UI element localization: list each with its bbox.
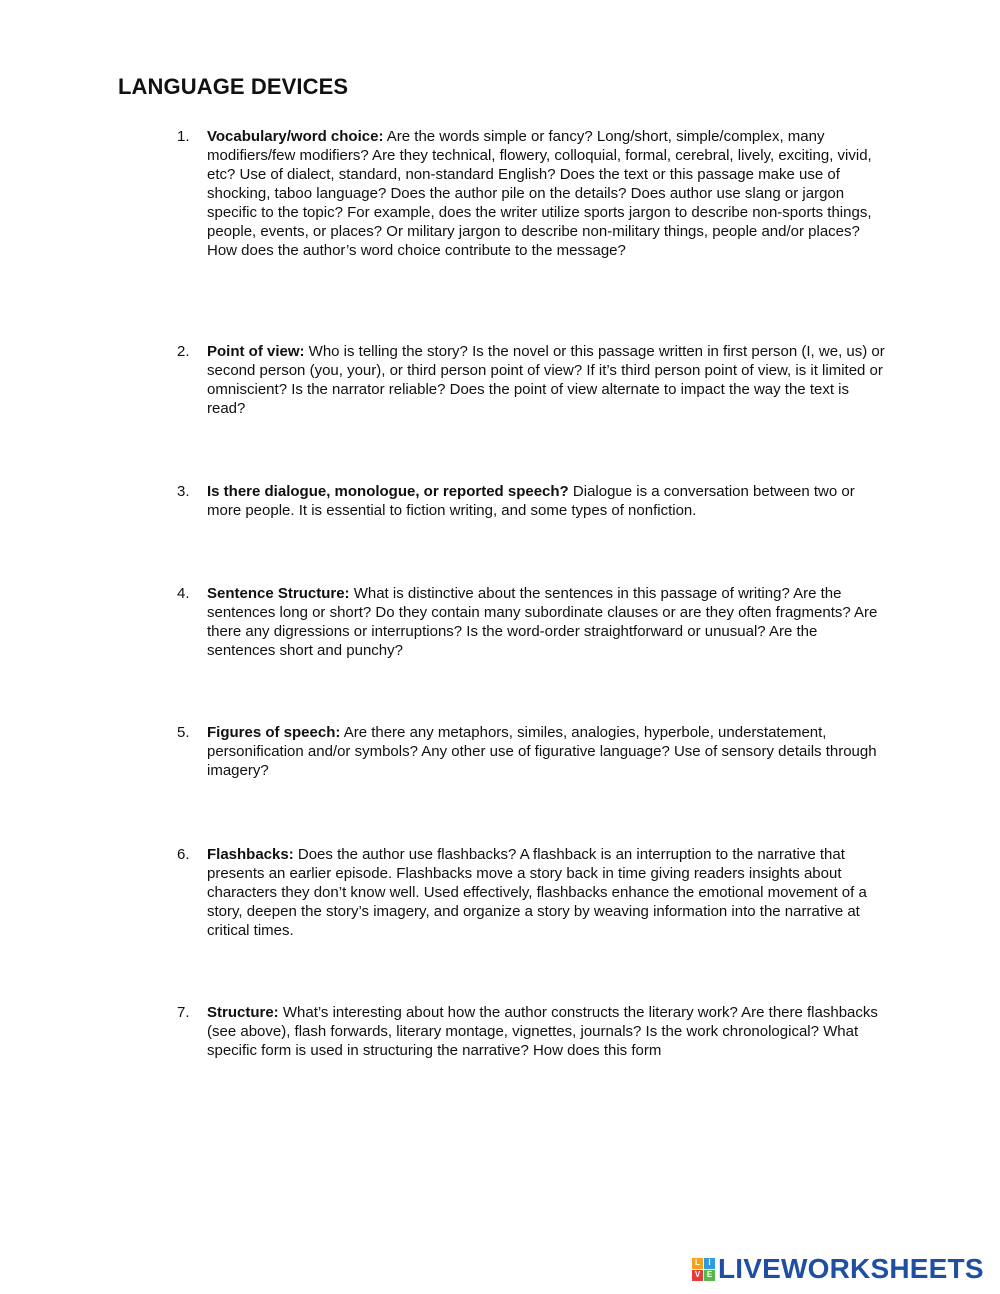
item-term: Flashbacks: xyxy=(207,846,294,863)
item-term: Figures of speech: xyxy=(207,724,341,741)
page-title: LANGUAGE DEVICES xyxy=(118,74,349,99)
item-number: 6. xyxy=(177,846,190,863)
item-term: Vocabulary/word choice: xyxy=(207,128,384,145)
logo-letter: L xyxy=(692,1258,703,1269)
item-description: Dialogue is a conversation between two or more people. It is essential to fiction writing, and some types of nonfiction. xyxy=(207,483,855,519)
item-text xyxy=(207,584,887,660)
item-number: 4. xyxy=(177,585,190,602)
item-number: 2. xyxy=(177,343,190,360)
item-text xyxy=(207,482,887,520)
item-description: Who is telling the story? Is the novel or this passage written in first person (I, we, us) or second person (you, your), or third person point of view? If it’s third person point of view, is it limited or omniscient? Is the narrator reliable? Does the point of view alternate to impact the way the text is read? xyxy=(207,343,885,417)
item-description: Are the words simple or fancy? Long/short, simple/complex, many modifiers/few modifiers? Are they technical, flowery, colloquial, formal, cerebral, lively, exciting, vivid, etc? Use of dialect, standard, non-standard English? Does the text or this passage make use of shocking, taboo language? Does the author pile on the details? Does author use slang or jargon specific to the topic? For example, does the writer utilize sports jargon to describe non-sports things, people, events, or places? Or military jargon to describe non-military things, people and/or places? How does the author’s word choice contribute to the message? xyxy=(207,128,872,259)
logo-letter: E xyxy=(704,1270,715,1281)
item-term: Sentence Structure: xyxy=(207,585,350,602)
item-description: Does the author use flashbacks? A flashback is an interruption to the narrative that presents an earlier episode. Flashbacks move a story back in time giving readers insights about characters they don’t know well. Used effectively, flashbacks enhance the emotional movement of a story, deepen the story’s imagery, and organize a story by weaving information into the narrative at critical times. xyxy=(207,846,867,939)
item-text xyxy=(207,723,887,780)
item-number: 1. xyxy=(177,128,190,145)
item-term: Point of view: xyxy=(207,343,305,360)
item-description: What’s interesting about how the author constructs the literary work? Are there flashbacks (see above), flash forwards, literary montage, vignettes, journals? Is the work chronological? What specific form is used in structuring the narrative? How does this form xyxy=(207,1004,878,1059)
item-text xyxy=(207,845,887,940)
item-number: 5. xyxy=(177,724,190,741)
logo-letter: I xyxy=(704,1258,715,1269)
item-number: 3. xyxy=(177,483,190,500)
live-blocks-icon xyxy=(692,1258,715,1281)
item-number: 7. xyxy=(177,1004,190,1021)
item-description: What is distinctive about the sentences in this passage of writing? Are the sentences long or short? Do they contain many subordinate clauses or are they often fragments? Are there any digressions or interruptions? Is the word-order straightforward or unusual? Are the sentences short and punchy? xyxy=(207,585,878,659)
brand-logo xyxy=(692,1254,984,1284)
item-text xyxy=(207,342,887,418)
logo-letter: V xyxy=(692,1270,703,1281)
item-text xyxy=(207,1003,887,1060)
item-text xyxy=(207,127,887,260)
brand-name: LIVEWORKSHEETS xyxy=(718,1253,984,1284)
item-term: Is there dialogue, monologue, or reported speech? xyxy=(207,483,569,500)
item-term: Structure: xyxy=(207,1004,279,1021)
item-description: Are there any metaphors, similes, analogies, hyperbole, understatement, personification and/or symbols? Any other use of figurative language? Use of sensory details through imagery? xyxy=(207,724,877,779)
